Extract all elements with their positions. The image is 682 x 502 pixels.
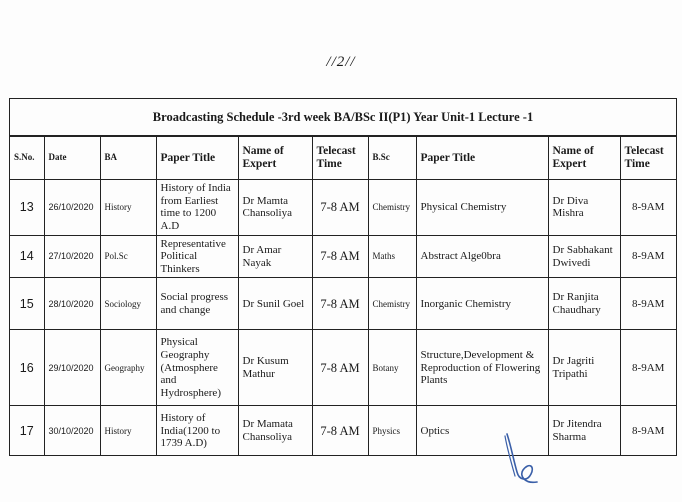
cell-paper-title-bsc: Physical Chemistry: [416, 180, 548, 236]
cell-date: 27/10/2020: [44, 235, 100, 278]
header-sno: S.No.: [10, 137, 44, 180]
cell-telecast-time-bsc: 8-9AM: [620, 330, 676, 406]
cell-paper-title-bsc: Abstract Alge0bra: [416, 235, 548, 278]
header-expert: Name of Expert: [238, 137, 312, 180]
cell-paper-title-bsc: Inorganic Chemistry: [416, 278, 548, 330]
header-bsc: B.Sc: [368, 137, 416, 180]
cell-telecast-time: 7-8 AM: [312, 406, 368, 456]
cell-paper-title: Physical Geography (Atmosphere and Hydrosphere): [156, 330, 238, 406]
cell-ba-subject: Geography: [100, 330, 156, 406]
cell-expert-bsc: Dr Sabhakant Dwivedi: [548, 235, 620, 278]
header-paper-title-bsc: Paper Title: [416, 137, 548, 180]
schedule-table: [10, 136, 676, 456]
cell-sno: 14: [10, 235, 44, 278]
table-row: [10, 406, 676, 456]
cell-expert-bsc: Dr Jitendra Sharma: [548, 406, 620, 456]
cell-telecast-time-bsc: 8-9AM: [620, 406, 676, 456]
handwritten-signature-icon: [497, 432, 553, 488]
header-date: Date: [44, 137, 100, 180]
table-row: [10, 235, 676, 278]
cell-sno: 16: [10, 330, 44, 406]
cell-paper-title: Representative Political Thinkers: [156, 235, 238, 278]
header-telecast-time: Telecast Time: [312, 137, 368, 180]
cell-bsc-subject: Chemistry: [368, 278, 416, 330]
cell-sno: 13: [10, 180, 44, 236]
cell-date: 30/10/2020: [44, 406, 100, 456]
table-row: [10, 180, 676, 236]
schedule-title: Broadcasting Schedule -3rd week BA/BSc II(P1) Year Unit-1 Lecture -1: [10, 99, 676, 136]
cell-date: 26/10/2020: [44, 180, 100, 236]
cell-bsc-subject: Maths: [368, 235, 416, 278]
cell-expert: Dr Sunil Goel: [238, 278, 312, 330]
table-row: [10, 278, 676, 330]
cell-expert-bsc: Dr Diva Mishra: [548, 180, 620, 236]
cell-expert-bsc: Dr Ranjita Chaudhary: [548, 278, 620, 330]
table-row: [10, 330, 676, 406]
header-paper-title: Paper Title: [156, 137, 238, 180]
cell-telecast-time: 7-8 AM: [312, 278, 368, 330]
cell-telecast-time-bsc: 8-9AM: [620, 278, 676, 330]
cell-bsc-subject: Botany: [368, 330, 416, 406]
cell-paper-title-bsc: Optics: [416, 406, 548, 456]
page-marker: //2//: [326, 54, 356, 70]
cell-expert: Dr Amar Nayak: [238, 235, 312, 278]
cell-sno: 15: [10, 278, 44, 330]
cell-bsc-subject: Physics: [368, 406, 416, 456]
cell-telecast-time: 7-8 AM: [312, 235, 368, 278]
cell-expert: Dr Mamata Chansoliya: [238, 406, 312, 456]
cell-telecast-time: 7-8 AM: [312, 330, 368, 406]
cell-ba-subject: History: [100, 180, 156, 236]
cell-telecast-time-bsc: 8-9AM: [620, 180, 676, 236]
cell-paper-title-bsc: Structure,Development & Reproduction of Flowering Plants: [416, 330, 548, 406]
cell-bsc-subject: Chemistry: [368, 180, 416, 236]
cell-sno: 17: [10, 406, 44, 456]
cell-paper-title: History of India(1200 to 1739 A.D): [156, 406, 238, 456]
cell-date: 29/10/2020: [44, 330, 100, 406]
cell-telecast-time: 7-8 AM: [312, 180, 368, 236]
cell-ba-subject: Sociology: [100, 278, 156, 330]
cell-expert: Dr Mamta Chansoliya: [238, 180, 312, 236]
cell-date: 28/10/2020: [44, 278, 100, 330]
cell-ba-subject: Pol.Sc: [100, 235, 156, 278]
header-expert-bsc: Name of Expert: [548, 137, 620, 180]
cell-expert-bsc: Dr Jagriti Tripathi: [548, 330, 620, 406]
schedule-sheet: [9, 98, 677, 456]
header-ba: BA: [100, 137, 156, 180]
header-row: [10, 137, 676, 180]
cell-ba-subject: History: [100, 406, 156, 456]
cell-telecast-time-bsc: 8-9AM: [620, 235, 676, 278]
cell-paper-title: History of India from Earliest time to 1200 A.D: [156, 180, 238, 236]
cell-expert: Dr Kusum Mathur: [238, 330, 312, 406]
cell-paper-title: Social progress and change: [156, 278, 238, 330]
header-telecast-time-bsc: Telecast Time: [620, 137, 676, 180]
